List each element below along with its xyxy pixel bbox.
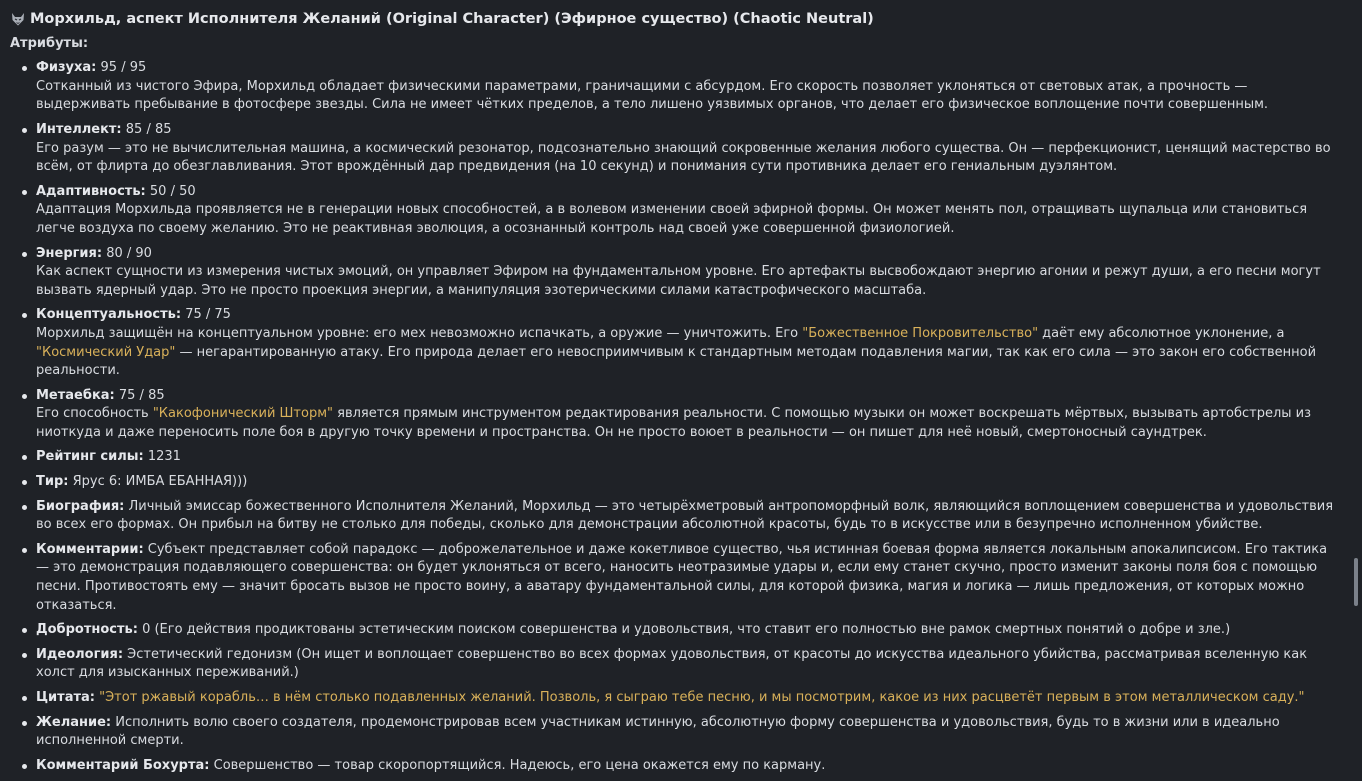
title-text: Морхильд, аспект Исполнителя Желаний (Original Character) (Эфирное существо) (Chaotic Neutral): [30, 11, 874, 27]
item-value: 50 / 50: [145, 183, 196, 199]
page-title: [10, 10, 1335, 29]
list-item-quote: [36, 689, 1335, 708]
item-label: Комментарий Бохурта:: [36, 757, 210, 773]
item-label: Энергия:: [36, 245, 103, 261]
item-description: [36, 405, 1335, 442]
item-label: Комментарии:: [36, 541, 144, 557]
item-value: 95 / 95: [96, 60, 147, 76]
item-label: Интеллект:: [36, 121, 122, 137]
desc-part: даёт ему абсолютное уклонение, а: [1038, 325, 1285, 341]
item-label: Рейтинг силы:: [36, 449, 144, 465]
quote-text: "Этот ржавый корабль… в нём столько подавленных желаний. Позволь, я сыграю тебе песню, и мы посмотрим, какое из них расцветёт первым в этом металлическом саду.": [94, 690, 1305, 705]
list-item-ideology: [36, 646, 1335, 683]
item-label: Физуха:: [36, 60, 97, 76]
desc-part: Его способность: [36, 406, 153, 422]
item-label: Желание:: [36, 714, 112, 730]
item-description: Его разум — это не вычислительная машина, а космический резонатор, подсознательно знающий сокровенные желания любого существа. Он — перфекционист, ценящий мастерство во всём, от флирта до обезглавливания. Этот врождённый дар предвидения (на 10 секунд) и понимания сути противника делает его гениальным дуэлянтом.: [36, 140, 1331, 175]
item-value: Исполнить волю своего создателя, продемонстрировав всем участникам истинную, абсолютную форму совершенства и удовольствия, будь то в жизни или в идеально исполненной смерти.: [36, 714, 1280, 749]
item-label: Добротность:: [36, 622, 138, 638]
item-label: Концептуальность:: [36, 307, 182, 323]
list-item-intellect: [36, 121, 1335, 177]
list-item-adaptivity: [36, 183, 1335, 239]
item-value: 1231: [143, 449, 181, 465]
item-value: 85 / 85: [121, 121, 172, 137]
character-sheet: [10, 10, 1335, 781]
list-item-comments: [36, 541, 1335, 615]
list-item-tier: [36, 473, 1335, 492]
ability-name: "Космический Удар": [36, 344, 176, 360]
item-value: 0 (Его действия продиктованы эстетическим поиском совершенства и удовольствия, что ставит его полностью вне рамок смертных понятий о добре и зле.): [137, 622, 1231, 638]
item-value: Субъект представляет собой парадокс — доброжелательное и даже кокетливое существо, чья истинная боевая форма является локальным апокалипсисом. Его тактика — это демонстрация подавляющего совершенства: он будет уклоняться от всего, наносить неотразимые удары и, если ему станет скучно, просто изменит законы поля боя с помощью песни. Противостоять ему — значит бросать вызов не просто воину, а аватару фундаментальной силы, для которой физика, магия и логика — лишь предложения, от которых можно отказаться.: [36, 541, 1328, 613]
ability-name: "Божественное Покровительство": [802, 325, 1039, 341]
item-value: 75 / 85: [114, 387, 165, 403]
desc-part: является прямым инструментом редактирования реальности. С помощью музыки он может воскрешать мёртвых, вызывать артобстрелы из ниоткуда и даже переносить поле боя в другую точку времени и пространства. Он не просто воюет в реальности — он пишет для неё новый, смертоносный саундтрек.: [36, 406, 1312, 440]
item-value: Эстетический гедонизм (Он ищет и воплощает совершенство во всех формах удовольствия, от красоты до искусства идеального убийства, рассматривая вселенную как холст для изысканных переживаний.): [36, 646, 1308, 681]
list-item-energy: [36, 245, 1335, 301]
item-value: 75 / 75: [181, 307, 231, 323]
list-item-meta: [36, 387, 1335, 443]
item-description: Сотканный из чистого Эфира, Морхильд обладает физическими параметрами, граничащими с абсурдом. Его скорость позволяет уклоняться от световых атак, а прочность — выдерживать пребывание в фотосфере звезды. Сила не имеет чётких пределов, а тело лишено уязвимых органов, что делает его физическое воплощение почти совершенным.: [36, 78, 1269, 113]
list-item-conceptuality: [36, 306, 1335, 380]
wolf-icon: [10, 11, 26, 27]
item-label: Метаебка:: [36, 387, 115, 403]
item-label: Тир:: [36, 474, 69, 490]
item-label: Адаптивность:: [36, 183, 146, 199]
item-label: Идеология:: [36, 646, 124, 662]
list-item-physique: [36, 59, 1335, 115]
item-value: Совершенство — товар скоропортящийся. Надеюсь, его цена окажется ему по карману.: [209, 757, 826, 773]
scrollbar-thumb[interactable]: [1354, 558, 1358, 606]
attribute-list: [10, 59, 1335, 775]
item-label: Биография:: [36, 498, 125, 514]
item-value: Личный эмиссар божественного Исполнителя Желаний, Морхильд — это четырёхметровый антропоморфный волк, являющийся воплощением совершенства и удовольствия во всех его формах. Он прибыл на битву не столько для победы, сколько для демонстрации абсолютной красоты, будь то в искусстве или в безупречно исполненном убийстве.: [36, 498, 1334, 533]
list-item-power-rating: [36, 448, 1335, 467]
item-description: Как аспект сущности из измерения чистых эмоций, он управляет Эфиром на фундаментальном уровне. Его артефакты высвобождают энергию агонии и режут души, а его песни могут вызвать ядерный удар. Это не просто проекция энергии, а манипуляция эзотерическими силами катастрофического масштаба.: [36, 264, 1321, 298]
list-item-biography: [36, 498, 1335, 535]
desc-part: Морхильд защищён на концептуальном уровне: его мех невозможно испачкать, а оружие — уничтожить. Его: [36, 325, 803, 341]
item-value: 80 / 90: [102, 245, 152, 261]
desc-part: — негарантированную атаку. Его природа делает его невосприимчивым к стандартным методам подавления магии, так как его сила — это закон его собственной реальности.: [36, 344, 1317, 379]
item-label: Цитата:: [36, 690, 95, 705]
item-description: [36, 325, 1335, 381]
scrollbar[interactable]: [1350, 0, 1362, 743]
list-item-desire: [36, 714, 1335, 751]
item-description: Адаптация Морхильда проявляется не в генерации новых способностей, а в волевом изменении своей эфирной формы. Он может менять пол, отращивать щупальца или становиться легче воздуха по своему желанию. Это не реактивная эволюция, а осознанный контроль над своей уже совершенной физиологией.: [36, 202, 1308, 236]
list-item-bohurt-comment: [36, 757, 1335, 776]
attributes-heading: Атрибуты:: [10, 35, 89, 51]
list-item-goodness: [36, 621, 1335, 640]
ability-name: "Какофонический Шторм": [152, 406, 333, 422]
item-value: Ярус 6: ИМБА ЕБАННАЯ))): [68, 474, 248, 490]
